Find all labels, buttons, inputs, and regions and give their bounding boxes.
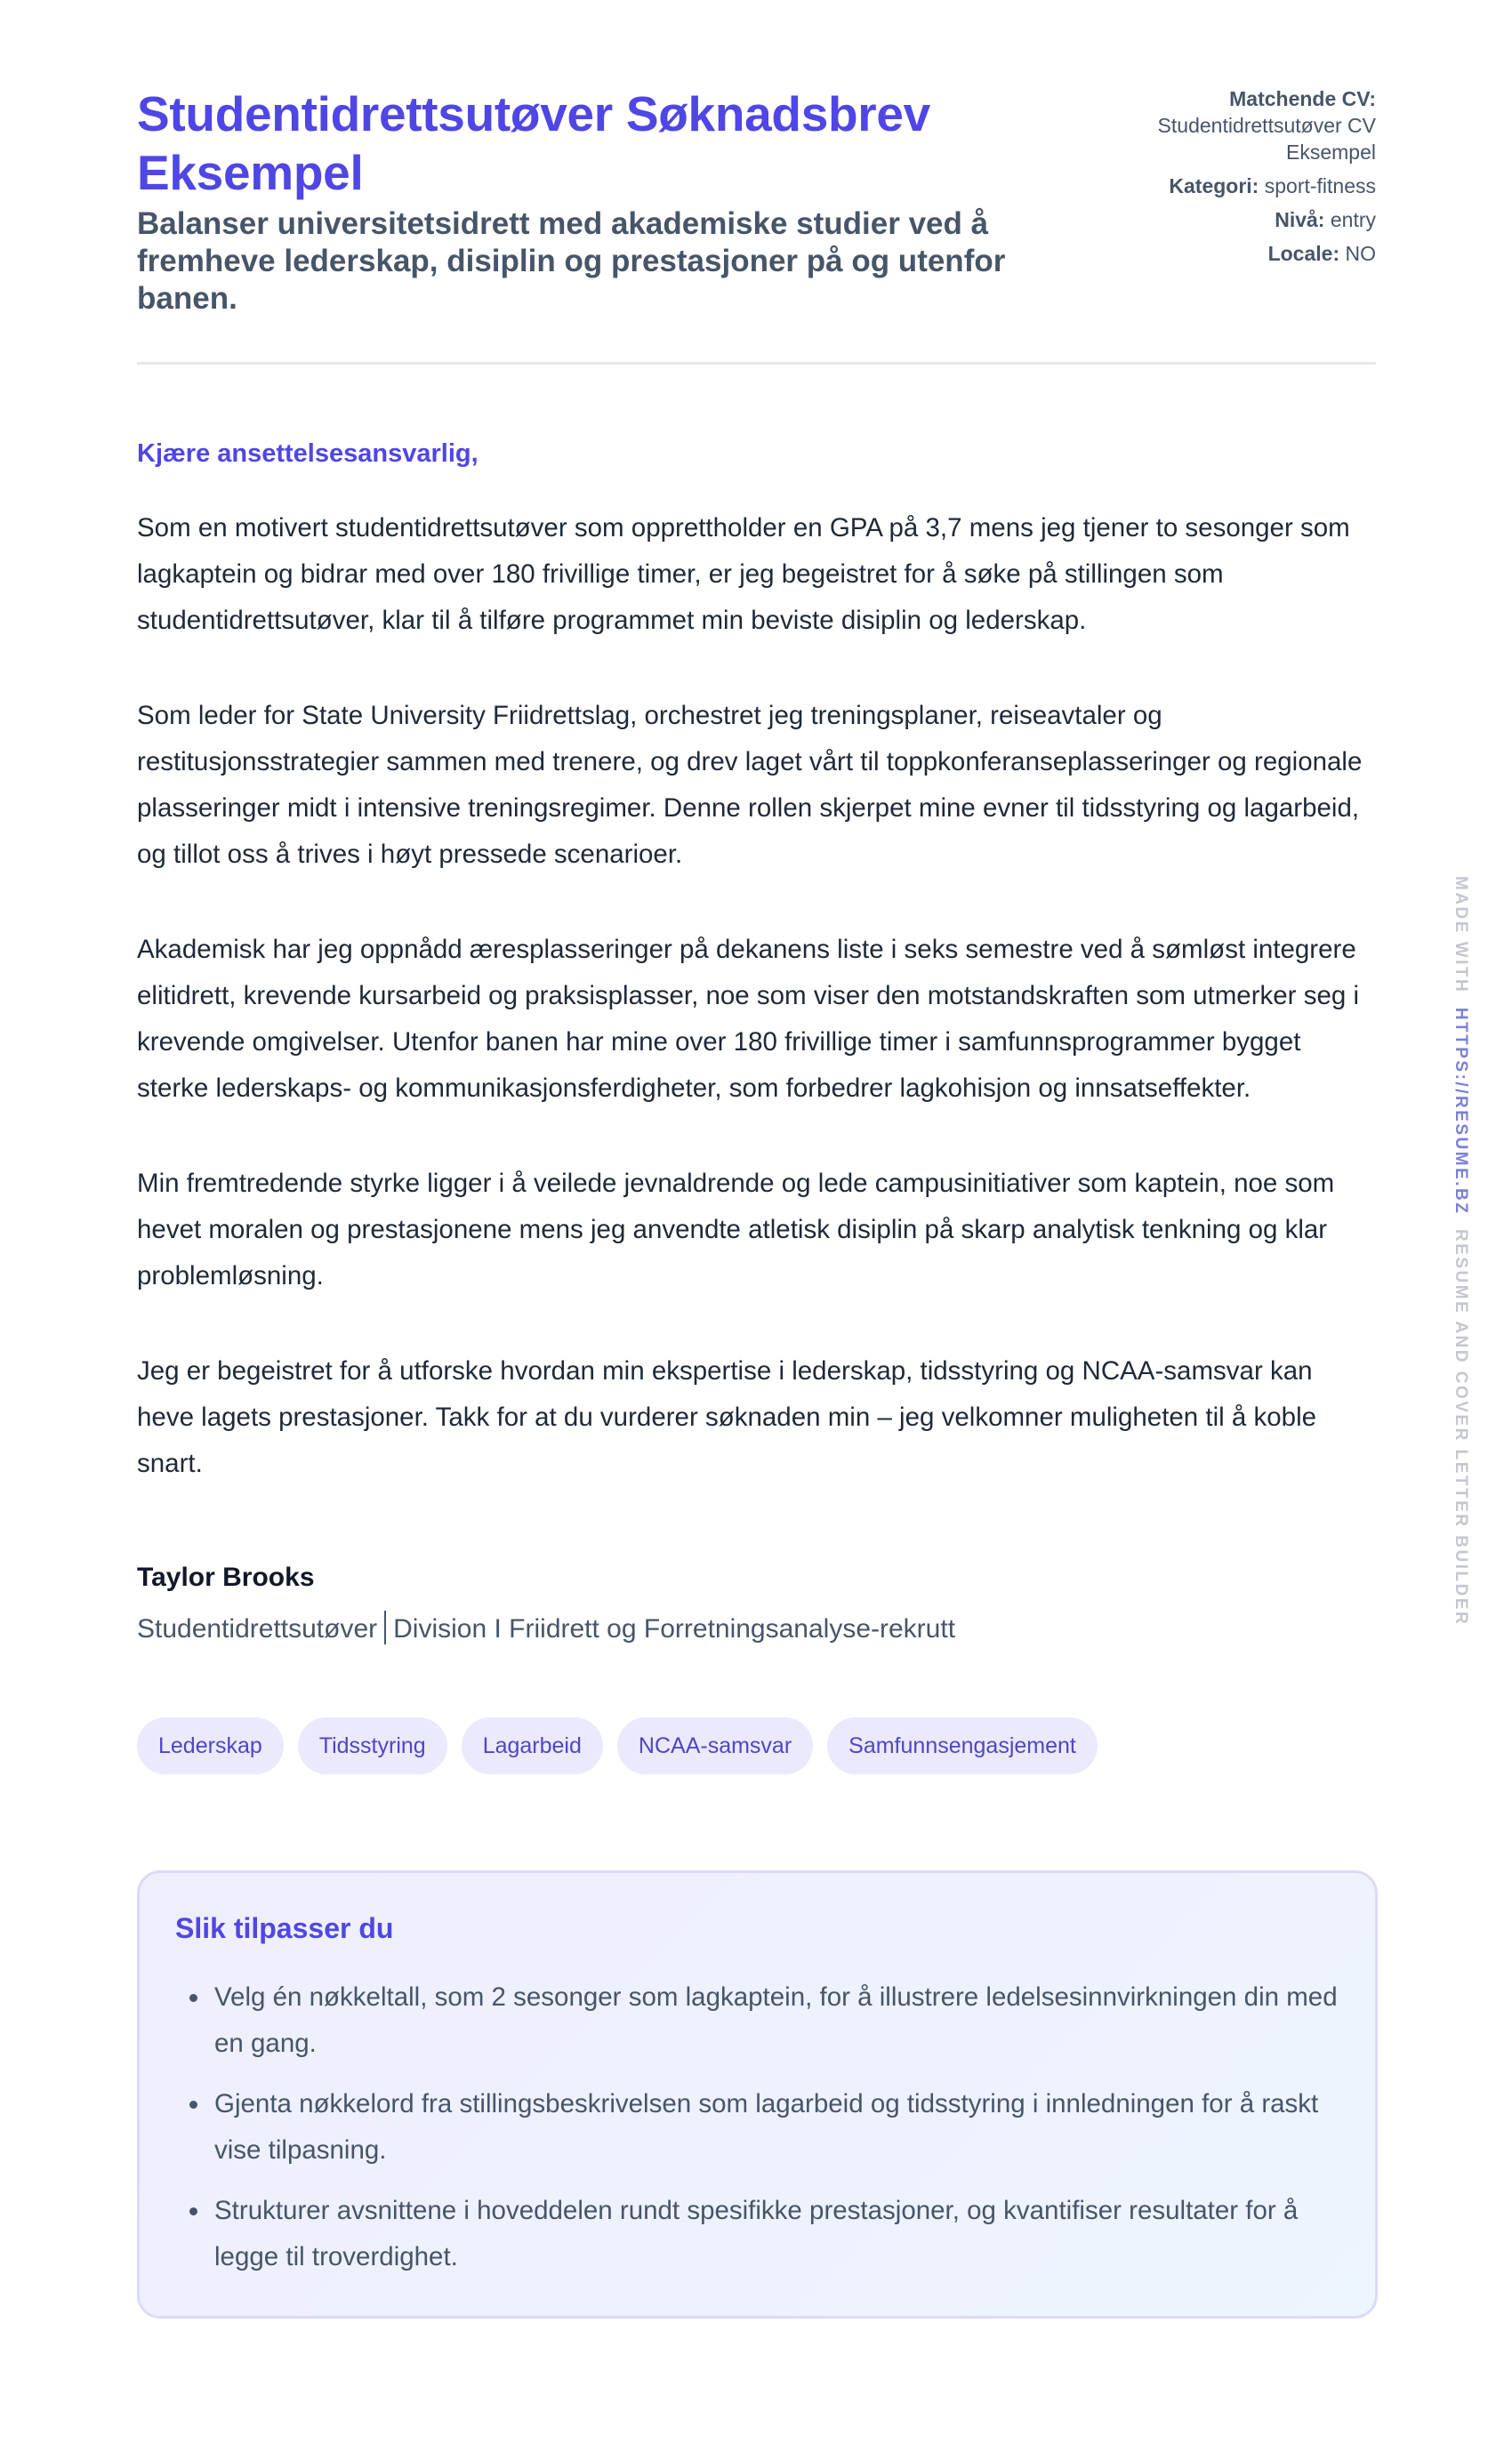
letter-paragraph: Som leder for State University Friidrettslag, orchestret jeg treningsplaner, reiseavtaler og restitusjonsstrategier sammen med trenere, og drev laget vårt til toppkonferanseplasseringer og regionale plasseringer midt i intensive treningsregimer. Denne rollen skjerpet mine evner til tidsstyring og lagarbeid, og tillot oss å trives i høyt pressede scenarioer. <box>137 701 1363 869</box>
signature-block <box>137 1558 1376 1649</box>
watermark-suffix: RESUME AND COVER LETTER BUILDER <box>1452 1228 1470 1627</box>
tip-item: • Strukturer avsnittene i hoveddelen rundt spesifikke prestasjoner, og kvantifiser resultater for å legge til troverdighet. <box>211 2188 1339 2280</box>
watermark-prefix: MADE WITH <box>1452 876 1470 994</box>
letter-paragraph: Jeg er begeistret for å utforske hvordan min ekspertise i lederskap, tidsstyring og NCAA-samsvar kan heve lagets prestasjoner. Takk for at du vurderer søknaden min – jeg velkomner muligheten til å koble snart. <box>137 1356 1317 1478</box>
meta-locale <box>1091 240 1376 267</box>
signature-separator <box>384 1611 386 1644</box>
cover-letter-page <box>137 0 1376 2319</box>
meta-level <box>1091 206 1376 233</box>
skill-tags <box>137 1717 1376 1774</box>
meta-locale-label: Locale: <box>1267 242 1340 265</box>
tips-box <box>137 1870 1378 2319</box>
meta-locale-value: NO <box>1345 242 1376 265</box>
watermark <box>1451 876 1470 1626</box>
meta-matching-cv-value[interactable]: Studentidrettsutøver CV Eksempel <box>1157 114 1376 164</box>
watermark-link[interactable]: HTTPS://RESUME.BZ <box>1452 1007 1470 1216</box>
meta-category <box>1091 173 1376 199</box>
tips-list <box>175 1974 1339 2280</box>
page-header <box>137 0 1376 362</box>
page-subtitle: Balanser universitetsidrett med akademiske studier ved å fremheve lederskap, disiplin og prestasjoner på og utenfor banen. <box>137 206 1006 316</box>
signature-role: Studentidrettsutøver <box>137 1614 378 1644</box>
meta-level-value: entry <box>1330 208 1376 231</box>
tag-lederskap[interactable]: Lederskap <box>137 1717 284 1774</box>
tag-lagarbeid[interactable]: Lagarbeid <box>462 1717 603 1774</box>
letter-paragraph: Min fremtredende styrke ligger i å veilede jevnaldrende og lede campusinitiativer som kaptein, noe som hevet moralen og prestasjonene mens jeg anvendte atletisk disiplin på skarp analytisk tenkning og klar problemløsning. <box>137 1169 1335 1290</box>
letter-paragraph: Akademisk har jeg oppnådd æresplasseringer på dekanens liste i seks semestre ved å sømløst integrere elitidrett, krevende kursarbeid og praksisplasser, noe som viser den motstandskraften som utmerker seg i krevende omgivelser. Utenfor banen har mine over 180 frivillige timer i samfunnsprogrammer bygget sterke lederskaps- og kommunikasjonsferdigheter, som forbedrer lagkohisjon og innsatseffekter. <box>137 935 1360 1103</box>
signature-title <box>137 1610 1376 1649</box>
tag-tidsstyring[interactable]: Tidsstyring <box>298 1717 447 1774</box>
letter-paragraph: Som en motivert studentidrettsutøver som opprettholder en GPA på 3,7 mens jeg tjener to sesonger som lagkaptein og bidrar med over 180 frivillige timer, er jeg begeistret for å søke på stillingen som studentidrettsutøver, klar til å tilføre programmet min beviste disiplin og lederskap. <box>137 513 1350 635</box>
meta-matching-cv-label: Matchende CV: <box>1229 87 1376 110</box>
letter-body <box>137 505 1376 1487</box>
tag-samfunnsengasjement[interactable]: Samfunnsengasjement <box>827 1717 1098 1774</box>
meta-matching-cv <box>1091 85 1376 165</box>
meta-level-label: Nivå: <box>1275 208 1325 231</box>
signature-detail: Division I Friidrett og Forretningsanalyse-rekrutt <box>393 1614 956 1644</box>
tip-item: • Velg én nøkkeltall, som 2 sesonger som lagkaptein, for å illustrere ledelsesinnvirkningen din med en gang. <box>211 1974 1339 2067</box>
meta-category-label: Kategori: <box>1169 174 1259 197</box>
signature-name: Taylor Brooks <box>137 1563 315 1592</box>
page-title: Studentidrettsutøver Søknadsbrev Eksempel <box>137 86 930 200</box>
header-divider <box>137 362 1376 365</box>
tip-item: • Gjenta nøkkelord fra stillingsbeskrivelsen som lagarbeid og tidsstyring i innledningen for å raskt vise tilpasning. <box>211 2081 1339 2174</box>
tips-title: Slik tilpasser du <box>175 1912 394 1944</box>
salutation: Kjære ansettelsesansvarlig, <box>137 439 479 468</box>
title-block <box>137 84 1080 318</box>
meta-panel <box>1091 85 1376 274</box>
tag-ncaa-samsvar[interactable]: NCAA-samsvar <box>617 1717 813 1774</box>
meta-category-value: sport-fitness <box>1264 174 1376 197</box>
